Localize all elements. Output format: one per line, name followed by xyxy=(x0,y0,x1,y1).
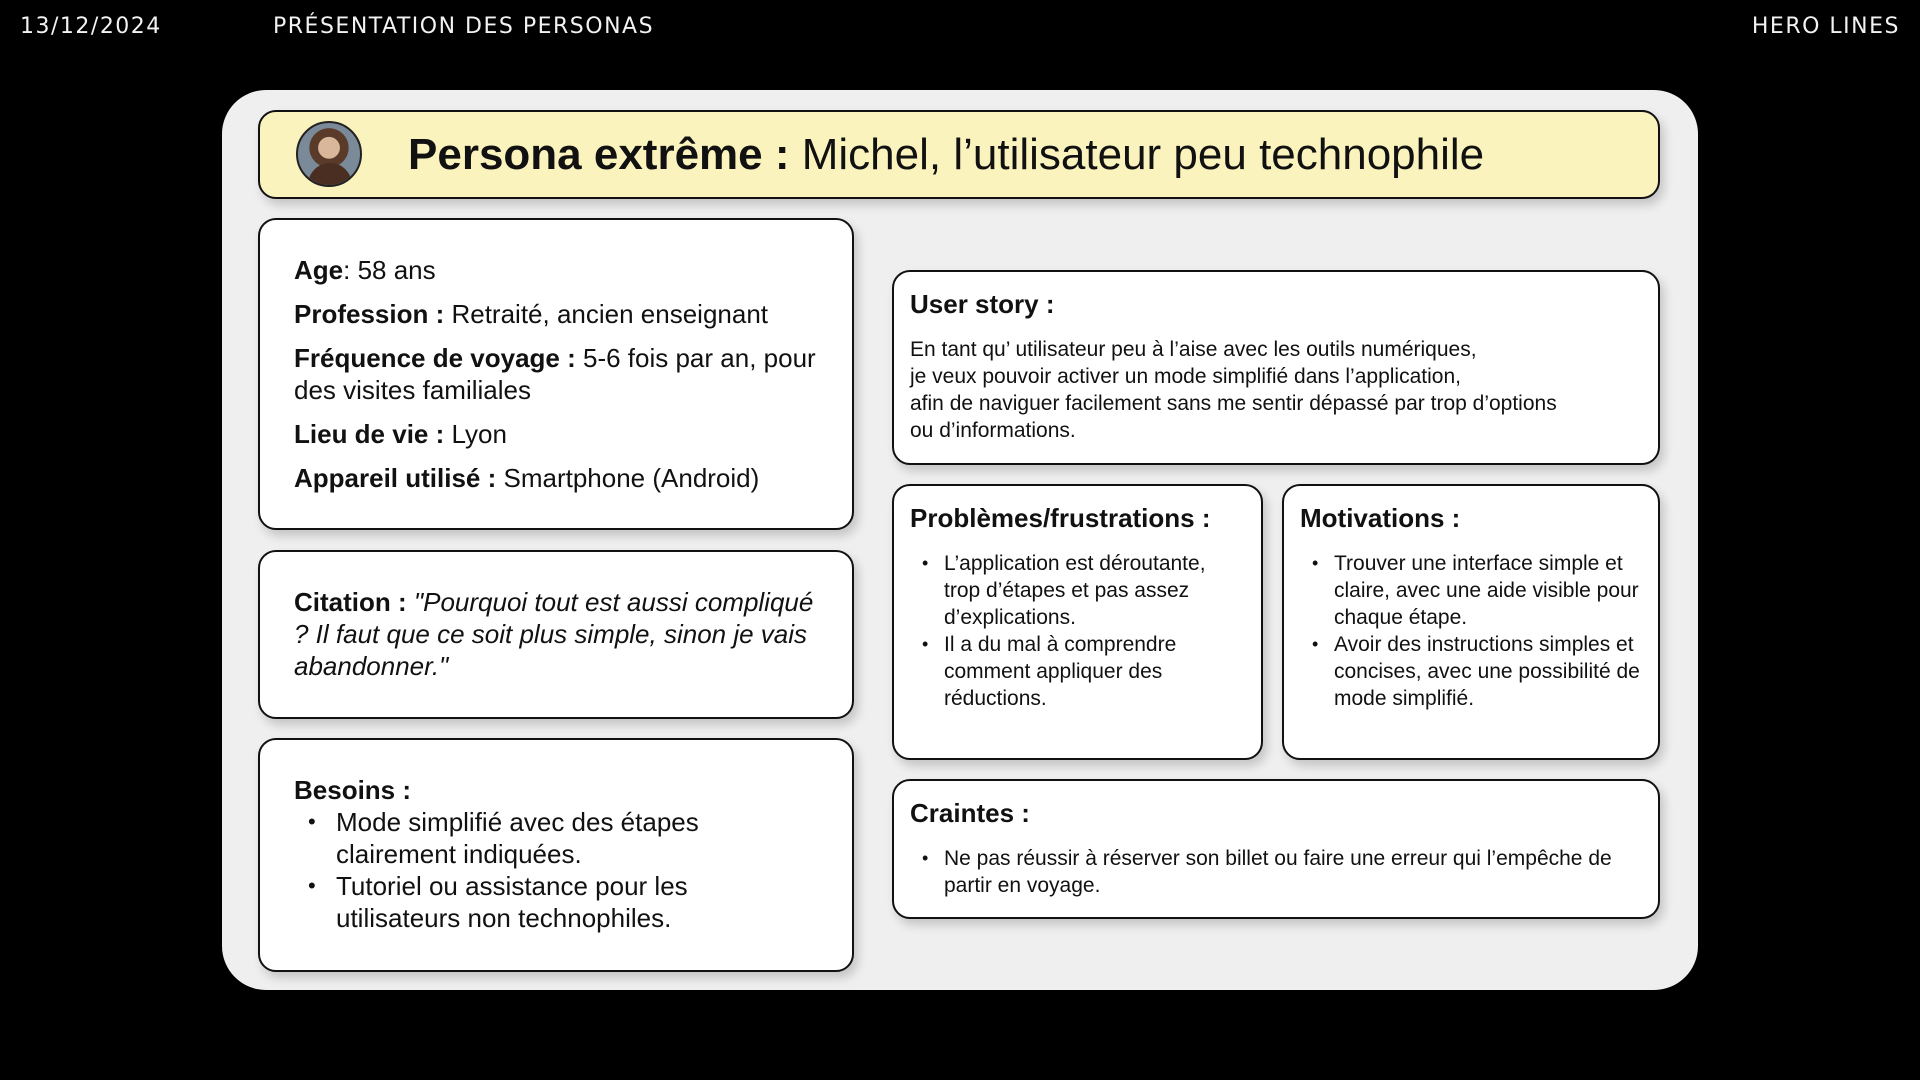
profession-value: Retraité, ancien enseignant xyxy=(444,299,769,329)
list-item: • Il a du mal à comprendre comment appliquer des réductions. xyxy=(910,631,1245,712)
persona-title-name: Michel, l’utilisateur peu technophile xyxy=(789,130,1485,179)
needs-card xyxy=(258,738,854,972)
age-row xyxy=(294,254,818,286)
quote-text: "Pourquoi tout est aussi compliqué ? Il faut que ce soit plus simple, sinon je vais abandonner." xyxy=(294,587,814,681)
device-row xyxy=(294,462,818,494)
list-item: • Tutoriel ou assistance pour les utilisateurs non technophiles. xyxy=(294,870,818,934)
frequency-value: 5-6 fois par an, pour des visites familiales xyxy=(294,343,816,405)
quote-card xyxy=(258,550,854,719)
quote xyxy=(294,586,818,682)
location-value: Lyon xyxy=(444,419,507,449)
user-story-line: afin de naviguer facilement sans me sentir dépassé par trop d’options xyxy=(910,392,1557,415)
location-label: Lieu de vie : xyxy=(294,419,445,449)
slide-title: PRÉSENTATION DES PERSONAS xyxy=(273,14,655,39)
frequency-row xyxy=(294,342,818,406)
user-story-line: ou d’informations. xyxy=(910,419,1076,442)
motivations-heading: Motivations : xyxy=(1300,503,1461,533)
profession-row xyxy=(294,298,818,330)
slide-date: 13/12/2024 xyxy=(20,14,162,39)
fears-card xyxy=(892,779,1660,919)
user-story-heading: User story : xyxy=(910,289,1055,319)
user-story-line: En tant qu’ utilisateur peu à l’aise avec les outils numériques, xyxy=(910,338,1477,361)
device-value: Smartphone (Android) xyxy=(496,463,760,493)
avatar xyxy=(296,121,362,187)
list-item: • L’application est déroutante, trop d’étapes et pas assez d’explications. xyxy=(910,550,1245,631)
fears-heading: Craintes : xyxy=(910,798,1030,828)
frustrations-list xyxy=(910,550,1245,712)
age-value: : 58 ans xyxy=(343,255,436,285)
list-item: • Ne pas réussir à réserver son billet ou faire une erreur qui l’empêche de partir en voyage. xyxy=(910,845,1642,899)
needs-list xyxy=(294,806,818,934)
location-row xyxy=(294,418,818,450)
frustrations-card xyxy=(892,484,1263,760)
persona-header xyxy=(258,110,1660,199)
persona-info-card xyxy=(258,218,854,530)
user-story-line: je veux pouvoir activer un mode simplifié dans l’application, xyxy=(910,365,1461,388)
quote-label: Citation : xyxy=(294,587,407,617)
user-story-card xyxy=(892,270,1660,465)
avatar-figure xyxy=(308,163,352,187)
motivations-list xyxy=(1300,550,1642,712)
persona-title xyxy=(408,130,1484,180)
list-item: • Avoir des instructions simples et concises, avec une possibilité de mode simplifié. xyxy=(1300,631,1642,712)
frustrations-heading: Problèmes/frustrations : xyxy=(910,503,1211,533)
needs-heading: Besoins : xyxy=(294,775,412,805)
persona-title-label: Persona extrême : xyxy=(408,130,790,179)
device-label: Appareil utilisé : xyxy=(294,463,497,493)
list-item: • Mode simplifié avec des étapes clairement indiquées. xyxy=(294,806,818,870)
profession-label: Profession : xyxy=(294,299,445,329)
brand-name: HERO LINES xyxy=(1751,14,1900,39)
frequency-label: Fréquence de voyage : xyxy=(294,343,576,373)
fears-list xyxy=(910,845,1642,899)
motivations-card xyxy=(1282,484,1660,760)
persona-panel xyxy=(222,90,1698,990)
age-label: Age xyxy=(294,255,344,285)
user-story-text xyxy=(910,336,1642,444)
list-item: • Trouver une interface simple et claire, avec une aide visible pour chaque étape. xyxy=(1300,550,1642,631)
